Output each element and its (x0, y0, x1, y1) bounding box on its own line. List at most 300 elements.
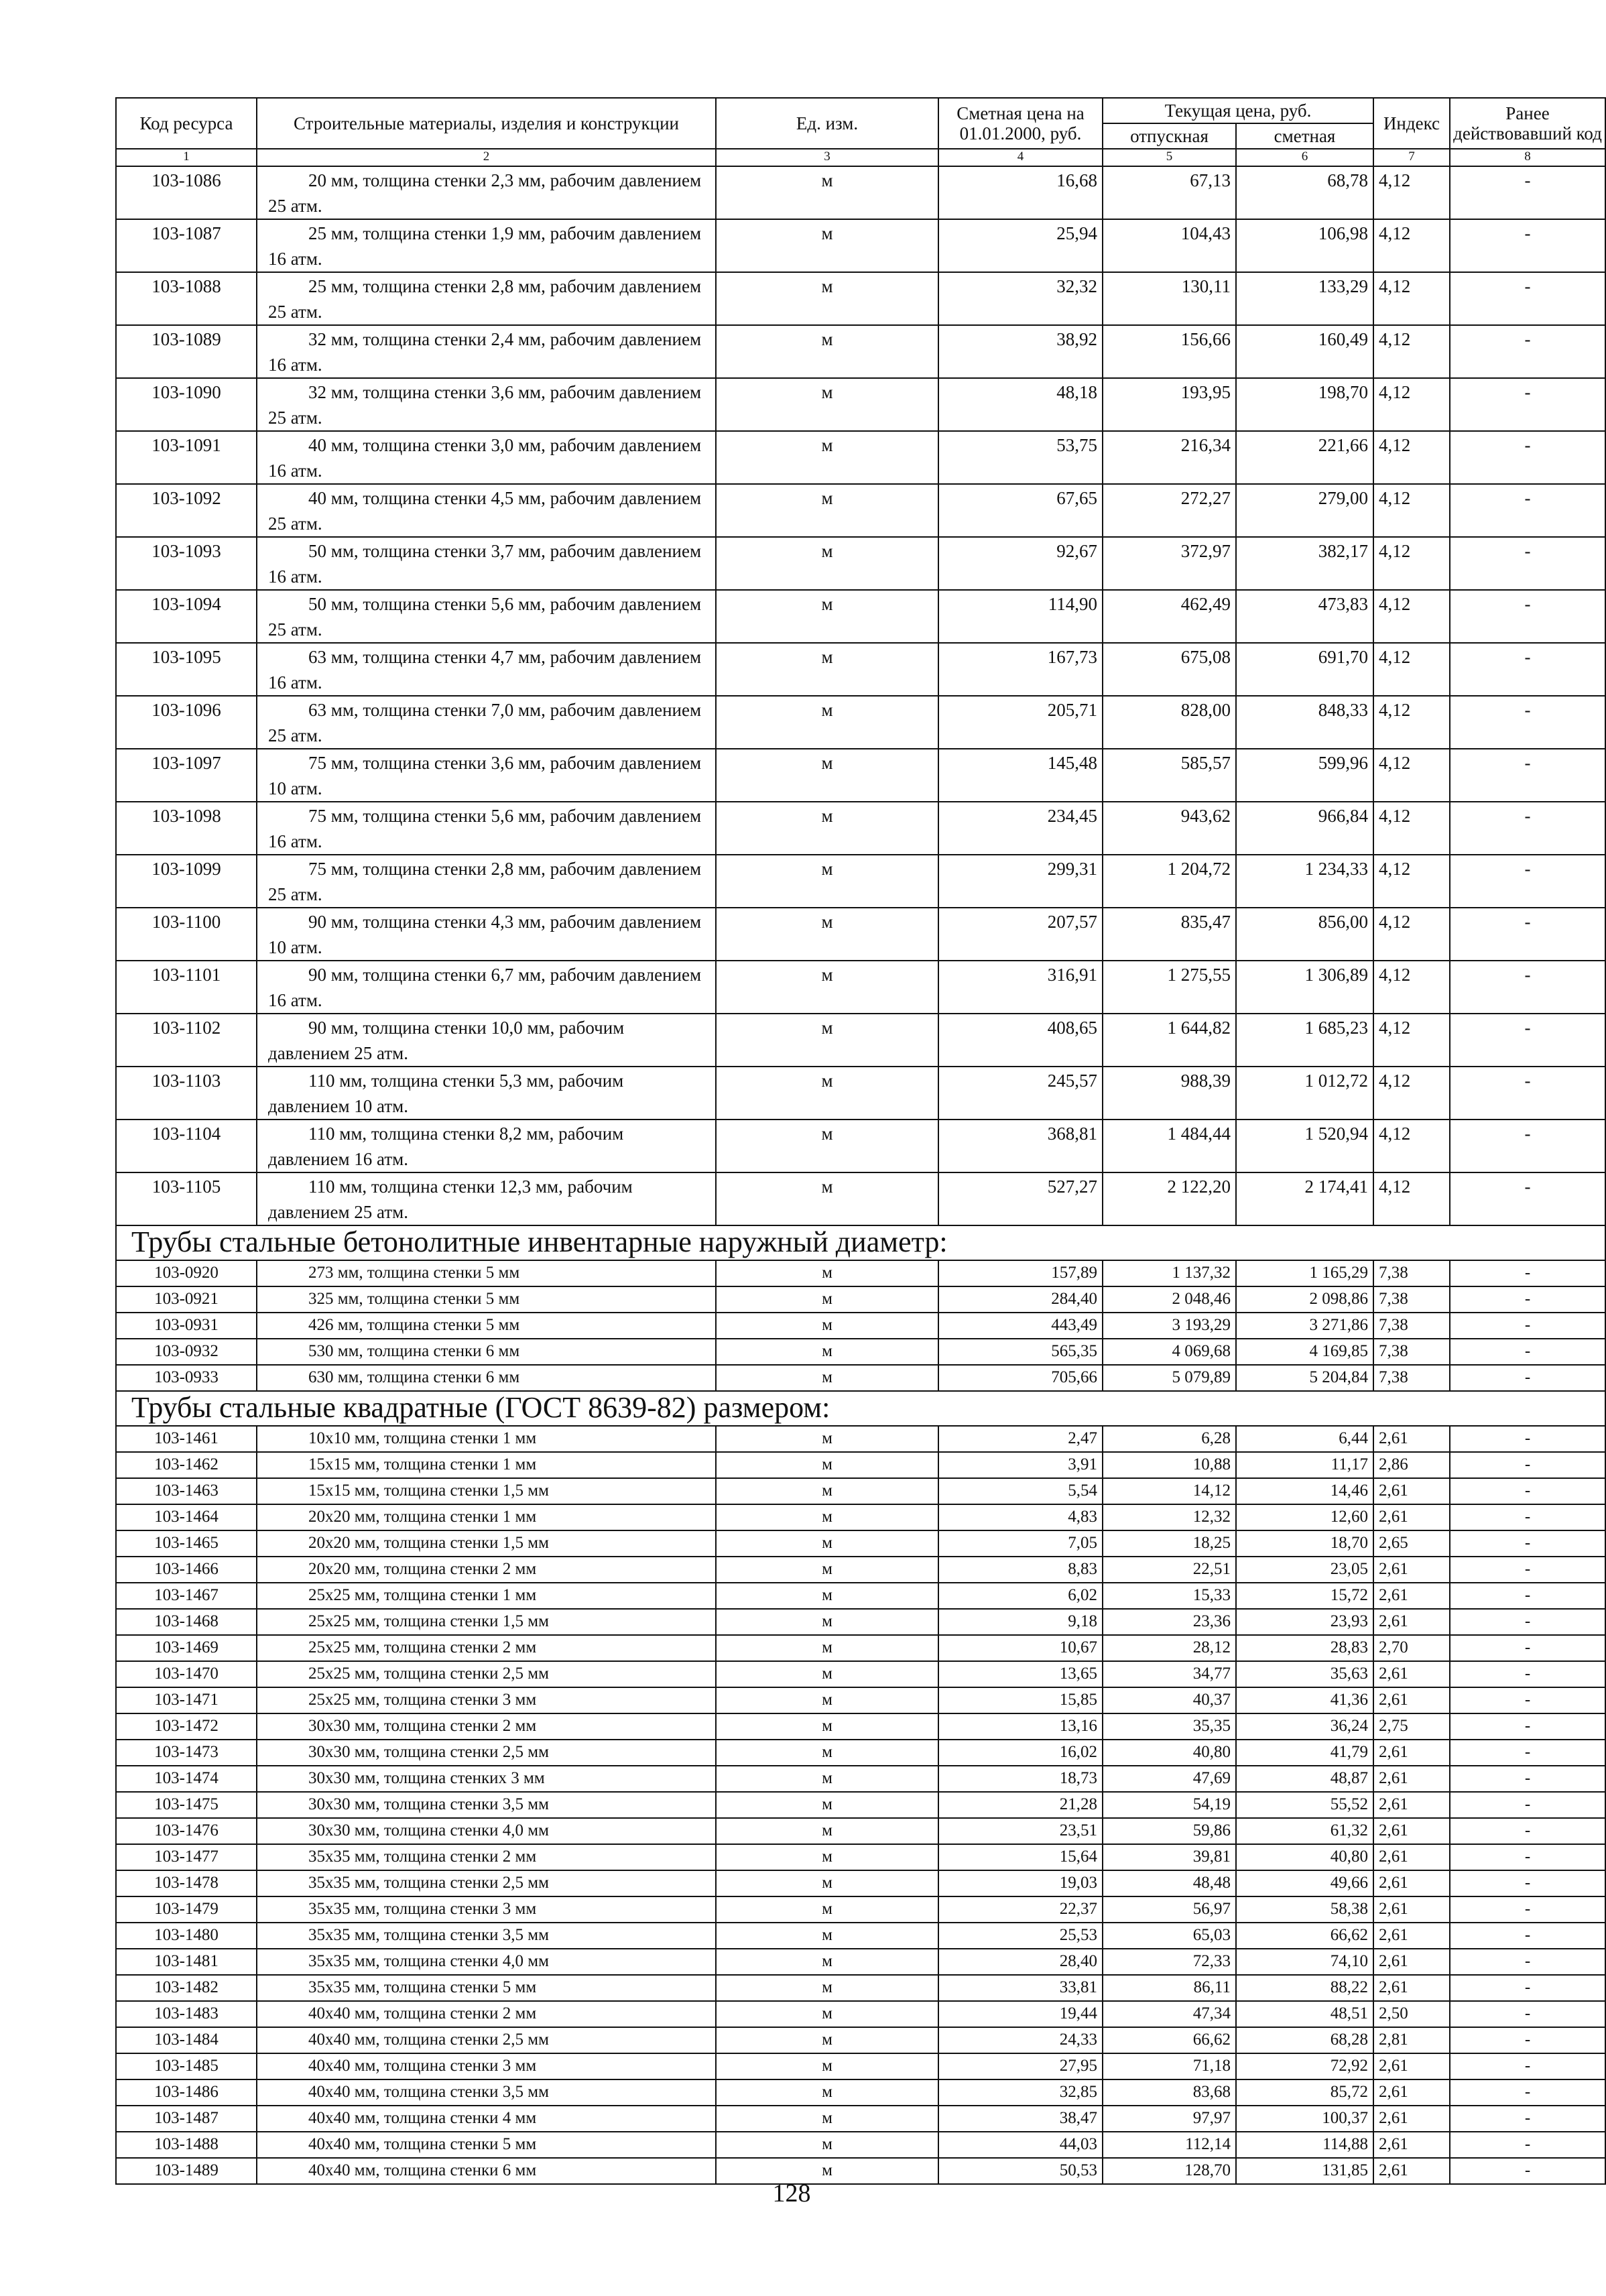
previous-code-cell: - (1450, 431, 1605, 484)
index-cell: 2,61 (1373, 1818, 1450, 1844)
material-name-cell: 35x35 мм, толщина стенки 2 мм (257, 1844, 716, 1870)
table-row (116, 1949, 1605, 1975)
previous-code-cell: - (1450, 484, 1605, 537)
previous-code-cell: - (1450, 1452, 1605, 1478)
material-name-text: 40 мм, толщина стенки 3,0 мм, рабочим давлением 16 атм. (268, 435, 702, 481)
material-name-cell (257, 166, 716, 219)
index-cell: 2,61 (1373, 2132, 1450, 2158)
estimate-price-cell: 18,70 (1236, 1530, 1373, 1557)
table-row (116, 1609, 1605, 1635)
previous-code-cell: - (1450, 1818, 1605, 1844)
estimate-price-cell: 848,33 (1236, 696, 1373, 749)
unit-cell: м (716, 749, 938, 802)
index-cell: 4,12 (1373, 908, 1450, 961)
wholesale-price-cell: 28,12 (1103, 1635, 1236, 1661)
estimate-price-cell: 1 520,94 (1236, 1120, 1373, 1172)
table-row (116, 1975, 1605, 2001)
base-price-cell: 67,65 (938, 484, 1103, 537)
price-table-container (115, 97, 1602, 2185)
index-cell: 4,12 (1373, 272, 1450, 325)
wholesale-price-cell: 22,51 (1103, 1557, 1236, 1583)
table-row (116, 2027, 1605, 2053)
material-name-cell (257, 855, 716, 908)
resource-code-cell: 103-1463 (116, 1478, 257, 1504)
table-row (116, 325, 1605, 378)
previous-code-cell: - (1450, 1923, 1605, 1949)
unit-cell: м (716, 1609, 938, 1635)
material-name-cell: 35x35 мм, толщина стенки 4,0 мм (257, 1949, 716, 1975)
resource-code-cell: 103-1487 (116, 2106, 257, 2132)
estimate-price-cell: 12,60 (1236, 1504, 1373, 1530)
base-price-cell: 44,03 (938, 2132, 1103, 2158)
section3-title: Трубы стальные квадратные (ГОСТ 8639-82) размером: (116, 1391, 1605, 1426)
estimate-price-cell: 58,38 (1236, 1896, 1373, 1923)
table-row (116, 855, 1605, 908)
estimate-price-cell: 382,17 (1236, 537, 1373, 590)
material-name-cell: 35x35 мм, толщина стенки 5 мм (257, 1975, 716, 2001)
resource-code-cell: 103-1098 (116, 802, 257, 855)
base-price-cell: 207,57 (938, 908, 1103, 961)
table-row (116, 166, 1605, 219)
material-name-cell (257, 908, 716, 961)
column-number: 6 (1236, 149, 1373, 166)
table-row (116, 1339, 1605, 1365)
previous-code-cell: - (1450, 1870, 1605, 1896)
table-row (116, 1452, 1605, 1478)
index-cell: 7,38 (1373, 1260, 1450, 1286)
material-name-text: 25 мм, толщина стенки 1,9 мм, рабочим давлением 16 атм. (268, 223, 702, 269)
resource-code-cell: 103-1461 (116, 1426, 257, 1452)
material-name-cell: 530 мм, толщина стенки 6 мм (257, 1339, 716, 1365)
estimate-price-cell: 23,93 (1236, 1609, 1373, 1635)
material-name-cell: 40x40 мм, толщина стенки 5 мм (257, 2132, 716, 2158)
estimate-price-cell: 133,29 (1236, 272, 1373, 325)
resource-code-cell: 103-1483 (116, 2001, 257, 2027)
wholesale-price-cell: 372,97 (1103, 537, 1236, 590)
resource-code-cell: 103-1468 (116, 1609, 257, 1635)
base-price-cell: 23,51 (938, 1818, 1103, 1844)
unit-cell: м (716, 1339, 938, 1365)
previous-code-cell: - (1450, 749, 1605, 802)
estimate-price-cell: 5 204,84 (1236, 1365, 1373, 1391)
base-price-cell: 2,47 (938, 1426, 1103, 1452)
wholesale-price-cell: 71,18 (1103, 2053, 1236, 2079)
wholesale-price-cell: 23,36 (1103, 1609, 1236, 1635)
resource-code-cell: 103-1479 (116, 1896, 257, 1923)
wholesale-price-cell: 3 193,29 (1103, 1313, 1236, 1339)
resource-code-cell: 103-0933 (116, 1365, 257, 1391)
material-name-cell: 30x30 мм, толщина стенки 3,5 мм (257, 1792, 716, 1818)
index-cell: 4,12 (1373, 537, 1450, 590)
index-cell: 2,61 (1373, 1583, 1450, 1609)
index-cell: 2,61 (1373, 1923, 1450, 1949)
index-cell: 2,61 (1373, 1844, 1450, 1870)
resource-code-cell: 103-1475 (116, 1792, 257, 1818)
table-row (116, 537, 1605, 590)
table-row (116, 802, 1605, 855)
previous-code-cell: - (1450, 643, 1605, 696)
index-cell: 2,61 (1373, 2053, 1450, 2079)
base-price-cell: 3,91 (938, 1452, 1103, 1478)
unit-cell: м (716, 378, 938, 431)
index-cell: 4,12 (1373, 1067, 1450, 1120)
previous-code-cell: - (1450, 590, 1605, 643)
material-name-cell: 25x25 мм, толщина стенки 3 мм (257, 1687, 716, 1713)
index-cell: 4,12 (1373, 590, 1450, 643)
estimate-price-cell: 72,92 (1236, 2053, 1373, 2079)
wholesale-price-cell: 128,70 (1103, 2158, 1236, 2184)
previous-code-cell: - (1450, 2079, 1605, 2106)
unit-cell: м (716, 1172, 938, 1225)
previous-code-cell: - (1450, 1014, 1605, 1067)
material-name-cell (257, 484, 716, 537)
resource-code-cell: 103-1090 (116, 378, 257, 431)
header-wholesale: отпускная (1103, 123, 1236, 149)
previous-code-cell: - (1450, 1504, 1605, 1530)
base-price-cell: 25,53 (938, 1923, 1103, 1949)
base-price-cell: 408,65 (938, 1014, 1103, 1067)
resource-code-cell: 103-1488 (116, 2132, 257, 2158)
wholesale-price-cell: 104,43 (1103, 219, 1236, 272)
table-row (116, 1557, 1605, 1583)
resource-code-cell: 103-1467 (116, 1583, 257, 1609)
resource-code-cell: 103-1473 (116, 1740, 257, 1766)
base-price-cell: 245,57 (938, 1067, 1103, 1120)
previous-code-cell: - (1450, 166, 1605, 219)
resource-code-cell: 103-0931 (116, 1313, 257, 1339)
unit-cell: м (716, 1120, 938, 1172)
unit-cell: м (716, 696, 938, 749)
previous-code-cell: - (1450, 1766, 1605, 1792)
previous-code-cell: - (1450, 855, 1605, 908)
wholesale-price-cell: 1 275,55 (1103, 961, 1236, 1014)
resource-code-cell: 103-1088 (116, 272, 257, 325)
material-name-text: 20 мм, толщина стенки 2,3 мм, рабочим давлением 25 атм. (268, 170, 702, 216)
wholesale-price-cell: 4 069,68 (1103, 1339, 1236, 1365)
base-price-cell: 27,95 (938, 2053, 1103, 2079)
index-cell: 4,12 (1373, 166, 1450, 219)
estimate-price-cell: 131,85 (1236, 2158, 1373, 2184)
table-row (116, 1792, 1605, 1818)
estimate-price-cell: 61,32 (1236, 1818, 1373, 1844)
base-price-cell: 234,45 (938, 802, 1103, 855)
previous-code-cell: - (1450, 1583, 1605, 1609)
material-name-cell (257, 643, 716, 696)
wholesale-price-cell: 35,35 (1103, 1713, 1236, 1740)
unit-cell: м (716, 1635, 938, 1661)
previous-code-cell: - (1450, 802, 1605, 855)
material-name-text: 90 мм, толщина стенки 10,0 мм, рабочим давлением 25 атм. (268, 1018, 625, 1063)
table-row (116, 1530, 1605, 1557)
index-cell: 4,12 (1373, 325, 1450, 378)
base-price-cell: 48,18 (938, 378, 1103, 431)
section3-body (116, 1426, 1605, 2184)
index-cell: 2,61 (1373, 1975, 1450, 2001)
unit-cell: м (716, 1766, 938, 1792)
wholesale-price-cell: 193,95 (1103, 378, 1236, 431)
index-cell: 2,81 (1373, 2027, 1450, 2053)
material-name-cell (257, 537, 716, 590)
previous-code-cell: - (1450, 1661, 1605, 1687)
unit-cell: м (716, 1896, 938, 1923)
unit-cell: м (716, 1740, 938, 1766)
wholesale-price-cell: 462,49 (1103, 590, 1236, 643)
previous-code-cell: - (1450, 908, 1605, 961)
wholesale-price-cell: 130,11 (1103, 272, 1236, 325)
column-number: 8 (1450, 149, 1605, 166)
table-row (116, 1478, 1605, 1504)
material-name-text: 63 мм, толщина стенки 7,0 мм, рабочим давлением 25 атм. (268, 700, 702, 745)
resource-code-cell: 103-1102 (116, 1014, 257, 1067)
estimate-price-cell: 1 685,23 (1236, 1014, 1373, 1067)
previous-code-cell: - (1450, 1896, 1605, 1923)
section2-heading (116, 1225, 1605, 1260)
unit-cell: м (716, 2158, 938, 2184)
estimate-price-cell: 114,88 (1236, 2132, 1373, 2158)
base-price-cell: 92,67 (938, 537, 1103, 590)
estimate-price-cell: 3 271,86 (1236, 1313, 1373, 1339)
material-name-cell (257, 802, 716, 855)
unit-cell: м (716, 1452, 938, 1478)
resource-code-cell: 103-1469 (116, 1635, 257, 1661)
material-name-cell: 273 мм, толщина стенки 5 мм (257, 1260, 716, 1286)
table-row (116, 1365, 1605, 1391)
table-row (116, 2106, 1605, 2132)
resource-code-cell: 103-1489 (116, 2158, 257, 2184)
header-current-price: Текущая цена, руб. (1103, 98, 1373, 123)
previous-code-cell: - (1450, 2106, 1605, 2132)
base-price-cell: 15,64 (938, 1844, 1103, 1870)
previous-code-cell: - (1450, 961, 1605, 1014)
estimate-price-cell: 1 012,72 (1236, 1067, 1373, 1120)
base-price-cell: 114,90 (938, 590, 1103, 643)
header-index: Индекс (1373, 98, 1450, 149)
unit-cell: м (716, 1870, 938, 1896)
table-row (116, 1426, 1605, 1452)
base-price-cell: 21,28 (938, 1792, 1103, 1818)
index-cell: 2,61 (1373, 1557, 1450, 1583)
base-price-cell: 205,71 (938, 696, 1103, 749)
unit-cell: м (716, 431, 938, 484)
base-price-cell: 157,89 (938, 1260, 1103, 1286)
wholesale-price-cell: 65,03 (1103, 1923, 1236, 1949)
previous-code-cell: - (1450, 1609, 1605, 1635)
wholesale-price-cell: 828,00 (1103, 696, 1236, 749)
unit-cell: м (716, 1313, 938, 1339)
wholesale-price-cell: 56,97 (1103, 1896, 1236, 1923)
wholesale-price-cell: 5 079,89 (1103, 1365, 1236, 1391)
wholesale-price-cell: 54,19 (1103, 1792, 1236, 1818)
estimate-price-cell: 11,17 (1236, 1452, 1373, 1478)
resource-code-cell: 103-1466 (116, 1557, 257, 1583)
estimate-price-cell: 15,72 (1236, 1583, 1373, 1609)
estimate-price-cell: 1 234,33 (1236, 855, 1373, 908)
wholesale-price-cell: 1 644,82 (1103, 1014, 1236, 1067)
index-cell: 2,61 (1373, 1896, 1450, 1923)
resource-code-cell: 103-1482 (116, 1975, 257, 2001)
material-name-text: 32 мм, толщина стенки 3,6 мм, рабочим давлением 25 атм. (268, 382, 702, 428)
table-row (116, 1923, 1605, 1949)
material-name-cell: 15x15 мм, толщина стенки 1 мм (257, 1452, 716, 1478)
unit-cell: м (716, 2079, 938, 2106)
previous-code-cell: - (1450, 1949, 1605, 1975)
wholesale-price-cell: 66,62 (1103, 2027, 1236, 2053)
base-price-cell: 32,85 (938, 2079, 1103, 2106)
header-prev-code: Ранее действовавший код (1450, 98, 1605, 149)
wholesale-price-cell: 67,13 (1103, 166, 1236, 219)
material-name-text: 63 мм, толщина стенки 4,7 мм, рабочим давлением 16 атм. (268, 647, 702, 692)
previous-code-cell: - (1450, 1478, 1605, 1504)
base-price-cell: 6,02 (938, 1583, 1103, 1609)
resource-code-cell: 103-1462 (116, 1452, 257, 1478)
column-number: 7 (1373, 149, 1450, 166)
estimate-price-cell: 41,36 (1236, 1687, 1373, 1713)
wholesale-price-cell: 156,66 (1103, 325, 1236, 378)
table-row (116, 1313, 1605, 1339)
index-cell: 2,61 (1373, 1949, 1450, 1975)
estimate-price-cell: 36,24 (1236, 1713, 1373, 1740)
unit-cell: м (716, 1792, 938, 1818)
index-cell: 7,38 (1373, 1286, 1450, 1313)
table-row (116, 1896, 1605, 1923)
resource-code-cell: 103-1470 (116, 1661, 257, 1687)
estimate-price-cell: 23,05 (1236, 1557, 1373, 1583)
material-name-cell: 40x40 мм, толщина стенки 3 мм (257, 2053, 716, 2079)
index-cell: 4,12 (1373, 431, 1450, 484)
previous-code-cell: - (1450, 537, 1605, 590)
resource-code-cell: 103-1095 (116, 643, 257, 696)
wholesale-price-cell: 72,33 (1103, 1949, 1236, 1975)
estimate-price-cell: 1 306,89 (1236, 961, 1373, 1014)
previous-code-cell: - (1450, 1530, 1605, 1557)
estimate-price-cell: 198,70 (1236, 378, 1373, 431)
material-name-cell (257, 1120, 716, 1172)
base-price-cell: 10,67 (938, 1635, 1103, 1661)
wholesale-price-cell: 12,32 (1103, 1504, 1236, 1530)
material-name-cell (257, 1172, 716, 1225)
material-name-cell: 30x30 мм, толщина стенких 3 мм (257, 1766, 716, 1792)
table-row (116, 1661, 1605, 1687)
wholesale-price-cell: 10,88 (1103, 1452, 1236, 1478)
unit-cell: м (716, 1014, 938, 1067)
unit-cell: м (716, 1661, 938, 1687)
previous-code-cell: - (1450, 1426, 1605, 1452)
material-name-cell (257, 1067, 716, 1120)
table-row (116, 908, 1605, 961)
unit-cell: м (716, 855, 938, 908)
material-name-cell (257, 590, 716, 643)
base-price-cell: 7,05 (938, 1530, 1103, 1557)
resource-code-cell: 103-1104 (116, 1120, 257, 1172)
column-number: 3 (716, 149, 938, 166)
wholesale-price-cell: 112,14 (1103, 2132, 1236, 2158)
base-price-cell: 9,18 (938, 1609, 1103, 1635)
estimate-price-cell: 160,49 (1236, 325, 1373, 378)
material-name-cell: 325 мм, толщина стенки 5 мм (257, 1286, 716, 1313)
previous-code-cell: - (1450, 1687, 1605, 1713)
table-row (116, 2132, 1605, 2158)
index-cell: 2,61 (1373, 2079, 1450, 2106)
material-name-text: 32 мм, толщина стенки 2,4 мм, рабочим давлением 16 атм. (268, 329, 702, 375)
resource-code-cell: 103-0932 (116, 1339, 257, 1365)
wholesale-price-cell: 39,81 (1103, 1844, 1236, 1870)
base-price-cell: 25,94 (938, 219, 1103, 272)
base-price-cell: 299,31 (938, 855, 1103, 908)
material-name-cell (257, 431, 716, 484)
material-name-text: 25 мм, толщина стенки 2,8 мм, рабочим давлением 25 атм. (268, 276, 702, 322)
base-price-cell: 284,40 (938, 1286, 1103, 1313)
unit-cell: м (716, 1260, 938, 1286)
index-cell: 4,12 (1373, 219, 1450, 272)
index-cell: 4,12 (1373, 1014, 1450, 1067)
table-row (116, 696, 1605, 749)
header-name: Строительные материалы, изделия и конструкции (257, 98, 716, 149)
header-base-price: Сметная цена на 01.01.2000, руб. (938, 98, 1103, 149)
section3-heading (116, 1391, 1605, 1426)
material-name-cell: 30x30 мм, толщина стенки 4,0 мм (257, 1818, 716, 1844)
material-name-text: 50 мм, толщина стенки 5,6 мм, рабочим давлением 25 атм. (268, 594, 702, 640)
previous-code-cell: - (1450, 1635, 1605, 1661)
resource-code-cell: 103-1099 (116, 855, 257, 908)
unit-cell: м (716, 1504, 938, 1530)
unit-cell: м (716, 2001, 938, 2027)
index-cell: 7,38 (1373, 1365, 1450, 1391)
column-number: 4 (938, 149, 1103, 166)
section2-title: Трубы стальные бетонолитные инвентарные наружный диаметр: (116, 1225, 1605, 1260)
index-cell: 2,61 (1373, 1661, 1450, 1687)
estimate-price-cell: 2 098,86 (1236, 1286, 1373, 1313)
wholesale-price-cell: 1 204,72 (1103, 855, 1236, 908)
estimate-price-cell: 100,37 (1236, 2106, 1373, 2132)
resource-code-cell: 103-1091 (116, 431, 257, 484)
resource-code-cell: 103-1477 (116, 1844, 257, 1870)
index-cell: 2,86 (1373, 1452, 1450, 1478)
resource-code-cell: 103-1474 (116, 1766, 257, 1792)
index-cell: 4,12 (1373, 961, 1450, 1014)
wholesale-price-cell: 943,62 (1103, 802, 1236, 855)
resource-code-cell: 103-1464 (116, 1504, 257, 1530)
material-name-cell: 40x40 мм, толщина стенки 2,5 мм (257, 2027, 716, 2053)
index-cell: 4,12 (1373, 855, 1450, 908)
unit-cell: м (716, 1557, 938, 1583)
unit-cell: м (716, 219, 938, 272)
unit-cell: м (716, 1949, 938, 1975)
index-cell: 2,61 (1373, 1426, 1450, 1452)
resource-code-cell: 103-1097 (116, 749, 257, 802)
unit-cell: м (716, 2132, 938, 2158)
table-row (116, 219, 1605, 272)
resource-code-cell: 103-1484 (116, 2027, 257, 2053)
material-name-text: 75 мм, толщина стенки 2,8 мм, рабочим давлением 25 атм. (268, 859, 702, 904)
previous-code-cell: - (1450, 2132, 1605, 2158)
table-row (116, 431, 1605, 484)
base-price-cell: 316,91 (938, 961, 1103, 1014)
base-price-cell: 33,81 (938, 1975, 1103, 2001)
table-row (116, 1286, 1605, 1313)
estimate-price-cell: 49,66 (1236, 1870, 1373, 1896)
material-name-cell: 40x40 мм, толщина стенки 2 мм (257, 2001, 716, 2027)
material-name-cell (257, 325, 716, 378)
previous-code-cell: - (1450, 1313, 1605, 1339)
table-row (116, 1260, 1605, 1286)
unit-cell: м (716, 908, 938, 961)
resource-code-cell: 103-1094 (116, 590, 257, 643)
material-name-cell: 25x25 мм, толщина стенки 1,5 мм (257, 1609, 716, 1635)
wholesale-price-cell: 1 484,44 (1103, 1120, 1236, 1172)
base-price-cell: 5,54 (938, 1478, 1103, 1504)
wholesale-price-cell: 675,08 (1103, 643, 1236, 696)
index-cell: 7,38 (1373, 1339, 1450, 1365)
